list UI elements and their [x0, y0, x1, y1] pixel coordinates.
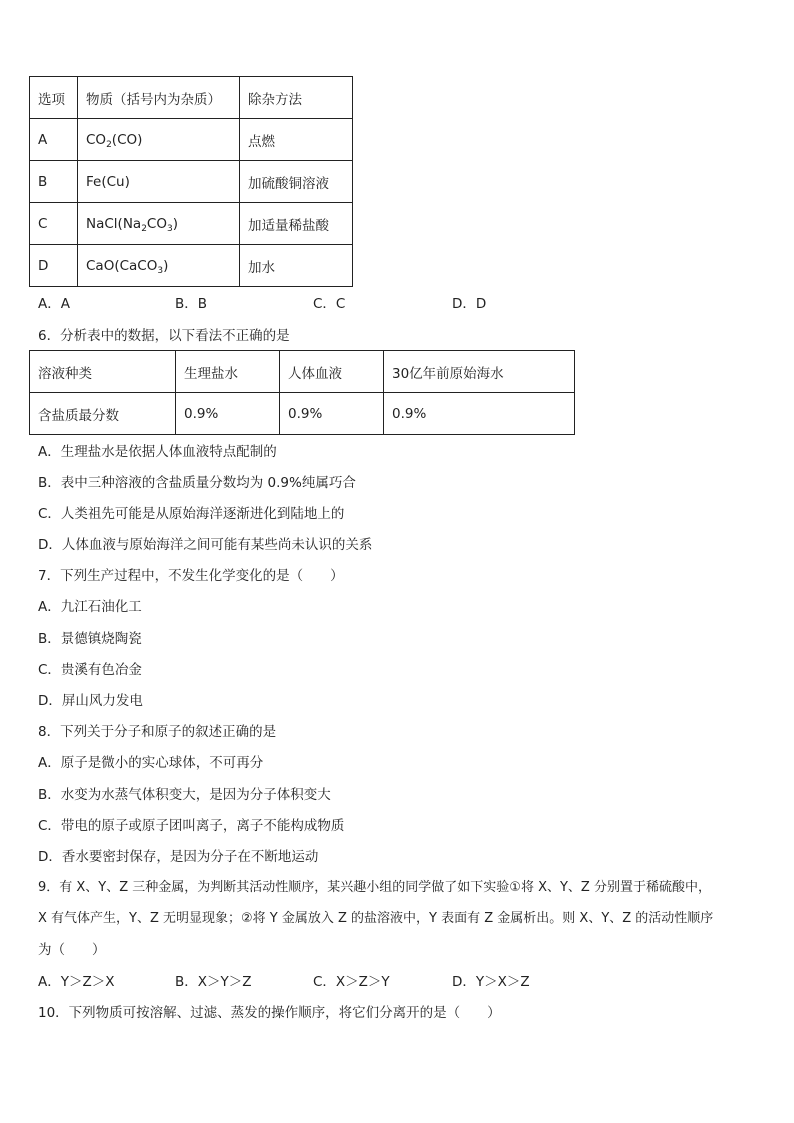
method-cell: 加水 [240, 245, 353, 287]
q9-option-a: A．Y＞Z＞X [38, 974, 115, 990]
header-saline: 生理盐水 [176, 351, 280, 393]
table-header-row [30, 77, 353, 119]
q7-stem: 7．下列生产过程中，不发生化学变化的是（ ） [38, 568, 344, 584]
q5-option-d: D．D [452, 296, 487, 312]
method-cell: 加硫酸铜溶液 [240, 161, 353, 203]
q8-stem: 8．下列关于分子和原子的叙述正确的是 [38, 724, 277, 740]
q9-option-c: C．X＞Z＞Y [313, 974, 390, 990]
impurity-removal-table [29, 76, 353, 287]
seawater-value: 0.9% [384, 393, 575, 435]
method-cell: 加适量稀盐酸 [240, 203, 353, 245]
option-cell: A [30, 119, 78, 161]
option-cell: D [30, 245, 78, 287]
q9-line-2: X 有气体产生，Y、Z 无明显现象；②将 Y 金属放入 Z 的盐溶液中，Y 表面有 Z 金属析出。则 X、Y、Z 的活动性顺序 [38, 911, 714, 926]
option-cell: C [30, 203, 78, 245]
salt-content-table [29, 350, 575, 435]
substance-cell: Fe(Cu) [78, 161, 240, 203]
table-row [30, 161, 353, 203]
saline-value: 0.9% [176, 393, 280, 435]
q5-option-c: C．C [313, 296, 346, 312]
option-cell: B [30, 161, 78, 203]
header-option: 选项 [30, 77, 78, 119]
q5-option-a: A．A [38, 296, 70, 312]
header-blood: 人体血液 [280, 351, 384, 393]
q8-option-b: B．水变为水蒸气体积变大，是因为分子体积变大 [38, 787, 331, 803]
q8-option-d: D．香水要密封保存，是因为分子在不断地运动 [38, 849, 319, 865]
q10-stem: 10．下列物质可按溶解、过滤、蒸发的操作顺序，将它们分离开的是（ ） [38, 1005, 501, 1021]
q6-option-c: C．人类祖先可能是从原始海洋逐渐进化到陆地上的 [38, 506, 345, 522]
substance-cell: $NaCl(Na_2CO_3)$ [78, 203, 240, 245]
header-seawater: 30亿年前原始海水 [384, 351, 575, 393]
q6-option-a: A．生理盐水是依据人体血液特点配制的 [38, 444, 277, 460]
header-solution-type: 溶液种类 [30, 351, 176, 393]
q8-option-a: A．原子是微小的实心球体，不可再分 [38, 755, 264, 771]
q6-option-d: D．人体血液与原始海洋之间可能有某些尚未认识的关系 [38, 537, 373, 553]
header-method: 除杂方法 [240, 77, 353, 119]
table-row [30, 393, 575, 435]
q5-option-b: B．B [175, 296, 208, 312]
q7-option-d: D．屏山风力发电 [38, 693, 143, 709]
q8-option-c: C．带电的原子或原子团叫离子，离子不能构成物质 [38, 818, 345, 834]
row-label: 含盐质最分数 [30, 393, 176, 435]
q7-option-a: A．九江石油化工 [38, 599, 142, 615]
q9-option-b: B．X＞Y＞Z [175, 974, 252, 990]
table-row [30, 203, 353, 245]
q7-option-b: B．景德镇烧陶瓷 [38, 631, 142, 647]
method-cell: 点燃 [240, 119, 353, 161]
q9-option-d: D．Y＞X＞Z [452, 974, 530, 990]
table-header-row [30, 351, 575, 393]
q6-stem: 6．分析表中的数据，以下看法不正确的是 [38, 328, 290, 344]
table-row [30, 245, 353, 287]
substance-cell: CaO(CaCO$_3$) [78, 245, 240, 287]
table-row [30, 119, 353, 161]
q9-line-1: 9．有 X、Y、Z 三种金属，为判断其活动性顺序，某兴趣小组的同学做了如下实验①将 X、Y、Z 分别置于稀硫酸中， [38, 880, 711, 895]
substance-cell: $CO_2(CO)$ [78, 119, 240, 161]
q7-option-c: C．贵溪有色冶金 [38, 662, 142, 678]
q6-option-b: B．表中三种溶液的含盐质量分数均为 0.9%纯属巧合 [38, 475, 356, 491]
blood-value: 0.9% [280, 393, 384, 435]
header-substance: 物质（括号内为杂质） [78, 77, 240, 119]
q9-line-3: 为（ ） [38, 942, 106, 958]
